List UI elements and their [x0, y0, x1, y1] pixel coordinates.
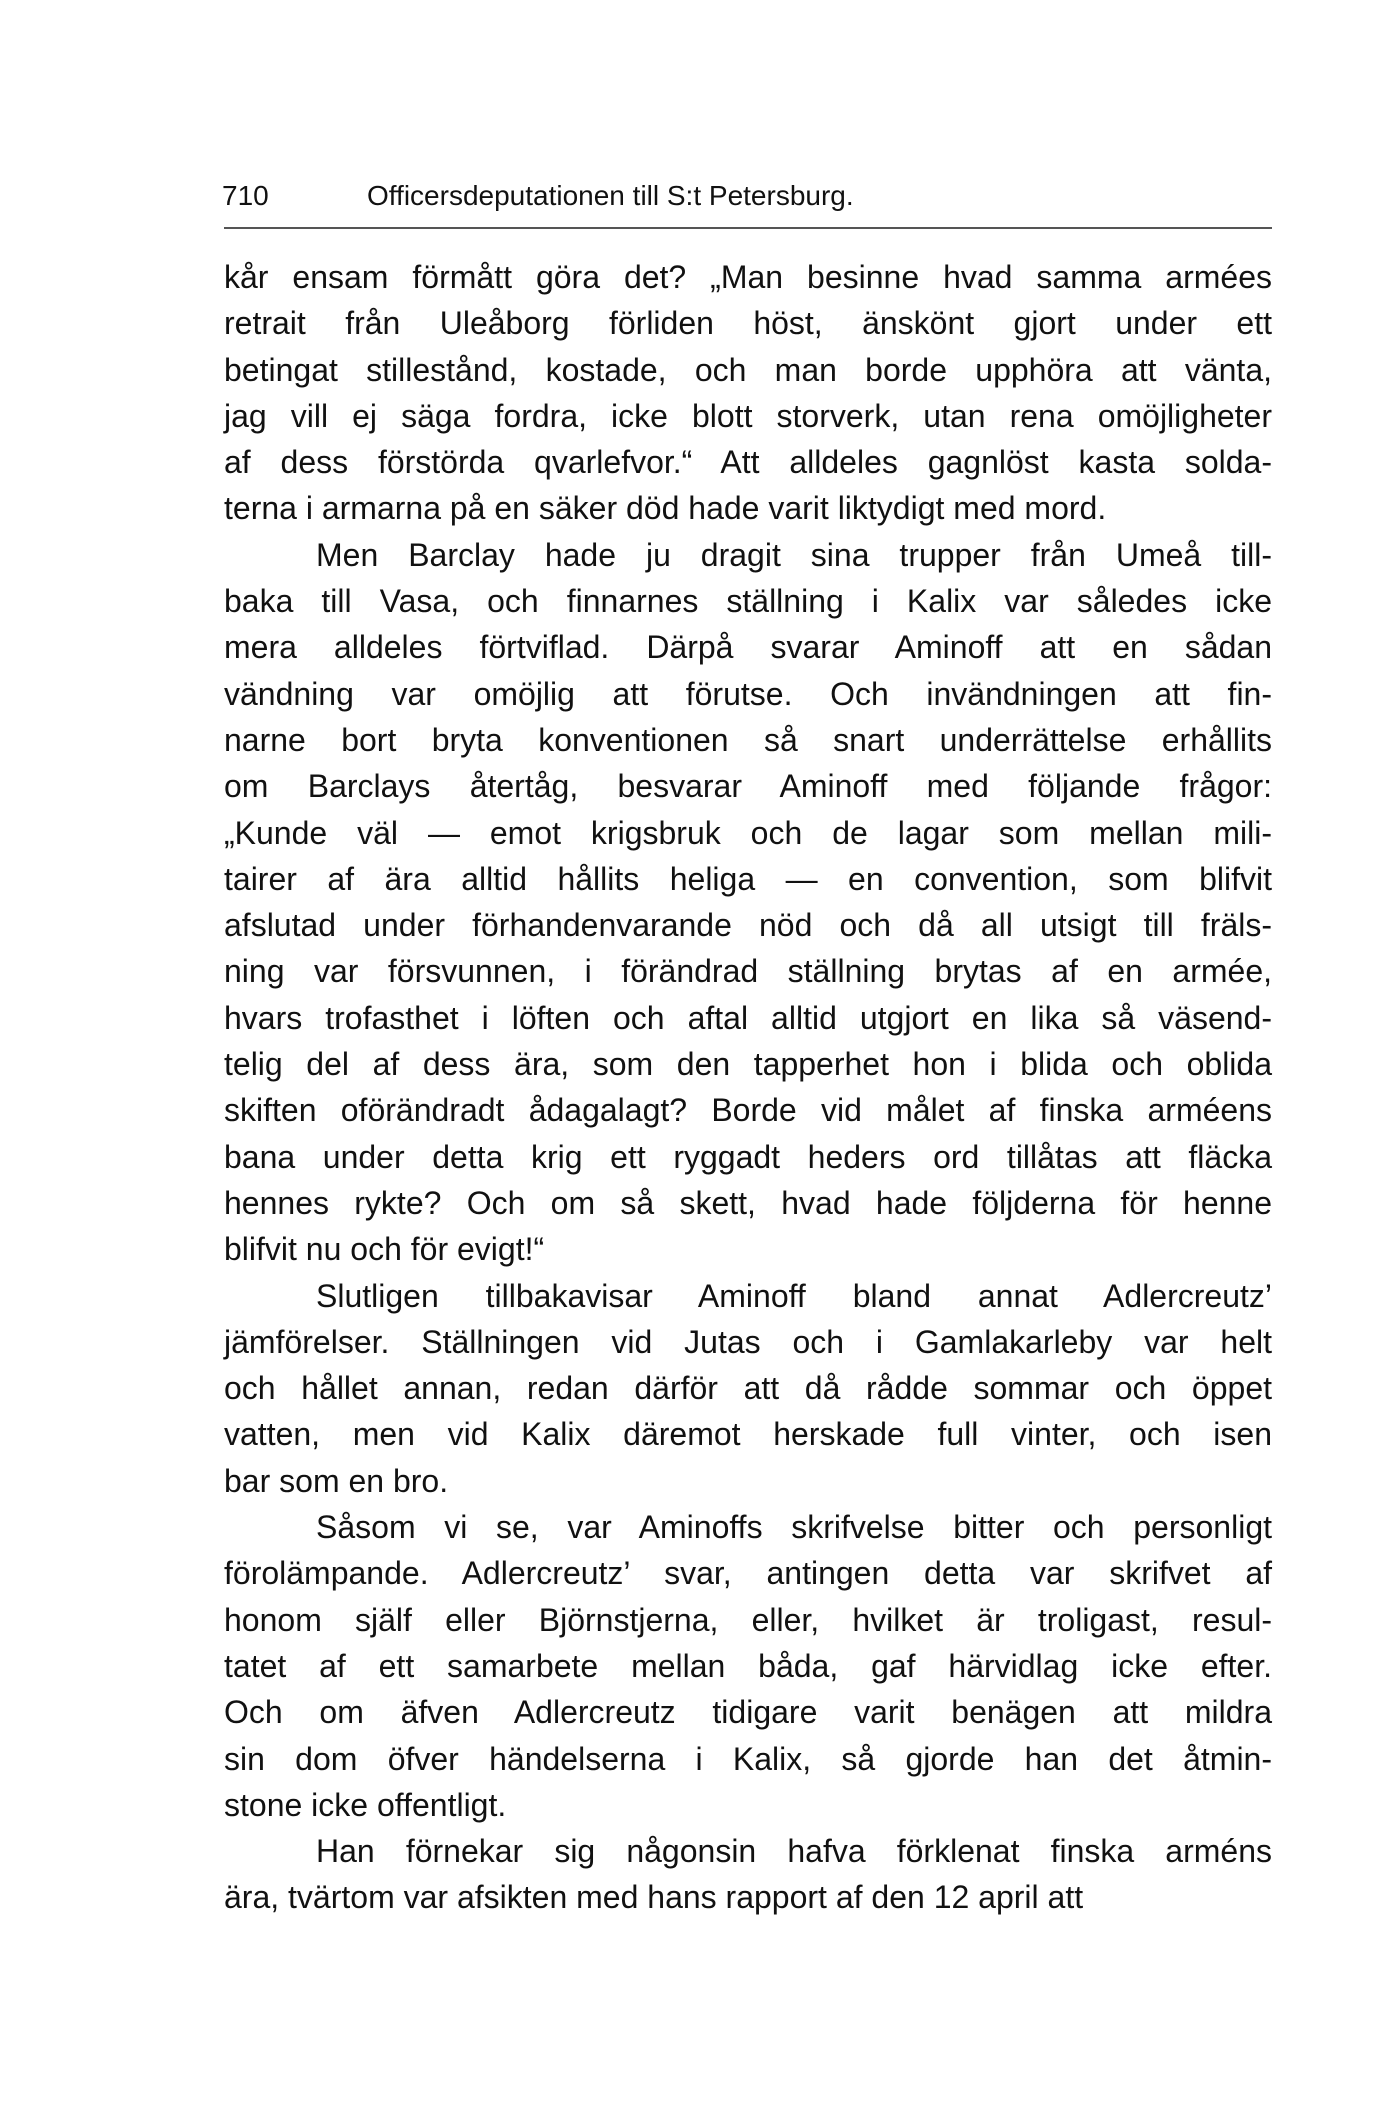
text-line: retrait från Uleåborg förliden höst, änskönt gjort under ett — [224, 305, 1272, 342]
text-line: Men Barclay hade ju dragit sina trupper från Umeå till- — [316, 536, 1272, 573]
text-line: telig del af dess ära, som den tapperhet hon i blida och oblida — [224, 1046, 1272, 1083]
text-line: afslutad under förhandenvarande nöd och då all utsigt till fräls- — [224, 907, 1272, 944]
text-line: terna i armarna på en säker död hade varit liktydigt med mord. — [224, 490, 1107, 527]
text-line: mera alldeles förtviflad. Därpå svarar Aminoff att en sådan — [224, 629, 1272, 666]
text-line: blifvit nu och för evigt!“ — [224, 1231, 545, 1268]
page-number: 710 — [222, 180, 269, 211]
text-line: tairer af ära alltid hållits heliga — en convention, som blifvit — [224, 860, 1272, 897]
text-line: hennes rykte? Och om så skett, hvad hade följderna för henne — [224, 1184, 1272, 1221]
text-line: ning var försvunnen, i förändrad ställning brytas af en armée, — [224, 953, 1272, 990]
text-line: Och om äfven Adlercreutz tidigare varit benägen att mildra — [224, 1694, 1272, 1731]
text-line: stone icke offentligt. — [224, 1786, 507, 1823]
text-line: Såsom vi se, var Aminoffs skrifvelse bitter och personligt — [316, 1509, 1272, 1546]
paragraph — [224, 1504, 1272, 1828]
text-line: jag vill ej säga fordra, icke blott storverk, utan rena omöjligheter — [224, 397, 1272, 434]
running-title: Officersdeputationen till S:t Petersburg. — [367, 180, 854, 211]
text-line: vatten, men vid Kalix däremot herskade full vinter, och isen — [224, 1416, 1272, 1453]
text-line: Han förnekar sig någonsin hafva förklenat finska arméns — [316, 1833, 1272, 1870]
text-line: sin dom öfver händelserna i Kalix, så gjorde han det åtmin- — [224, 1740, 1272, 1777]
paragraph — [224, 1273, 1272, 1504]
text-line: vändning var omöjlig att förutse. Och invändningen att fin- — [224, 675, 1272, 712]
text-line: honom själf eller Björnstjerna, eller, hvilket är troligast, resul- — [224, 1601, 1272, 1638]
paragraph — [224, 254, 1272, 532]
text-line: om Barclays återtåg, besvarar Aminoff med följande frågor: — [224, 768, 1272, 805]
text-line: bar som en bro. — [224, 1462, 449, 1499]
text-line: förolämpande. Adlercreutz’ svar, antingen detta var skrifvet af — [224, 1555, 1272, 1592]
text-line: kår ensam förmått göra det? „Man besinne hvad samma armées — [224, 259, 1272, 295]
text-line: tatet af ett samarbete mellan båda, gaf härvidlag icke efter. — [224, 1647, 1272, 1684]
body-text — [224, 254, 1272, 1921]
paragraph — [224, 1828, 1272, 1921]
text-line: betingat stillestånd, kostade, och man borde upphöra att vänta, — [224, 351, 1272, 388]
text-line: af dess förstörda qvarlefvor.“ Att alldeles gagnlöst kasta solda- — [224, 444, 1272, 481]
text-line: och hållet annan, redan därför att då rådde sommar och öppet — [224, 1370, 1272, 1407]
text-line: baka till Vasa, och finnarnes ställning i Kalix var således icke — [224, 583, 1272, 620]
text-line: skiften oförändradt ådagalagt? Borde vid målet af finska arméens — [224, 1092, 1272, 1129]
text-line: ära, tvärtom var afsikten med hans rapport af den 12 april att — [224, 1879, 1084, 1916]
text-line: hvars trofasthet i löften och aftal alltid utgjort en lika så väsend- — [224, 999, 1272, 1036]
text-line: jämförelser. Ställningen vid Jutas och i Gamlakarleby var helt — [224, 1323, 1272, 1360]
text-line: „Kunde väl — emot krigsbruk och de lagar som mellan mili- — [224, 814, 1272, 851]
text-line: Slutligen tillbakavisar Aminoff bland annat Adlercreutz’ — [316, 1277, 1272, 1314]
text-line: narne bort bryta konventionen så snart underrättelse erhållits — [224, 721, 1272, 758]
paragraph — [224, 532, 1272, 1273]
text-line: bana under detta krig ett ryggadt heders ord tillåtas att fläcka — [224, 1138, 1272, 1175]
running-head — [222, 176, 1272, 216]
header-rule — [224, 227, 1272, 229]
